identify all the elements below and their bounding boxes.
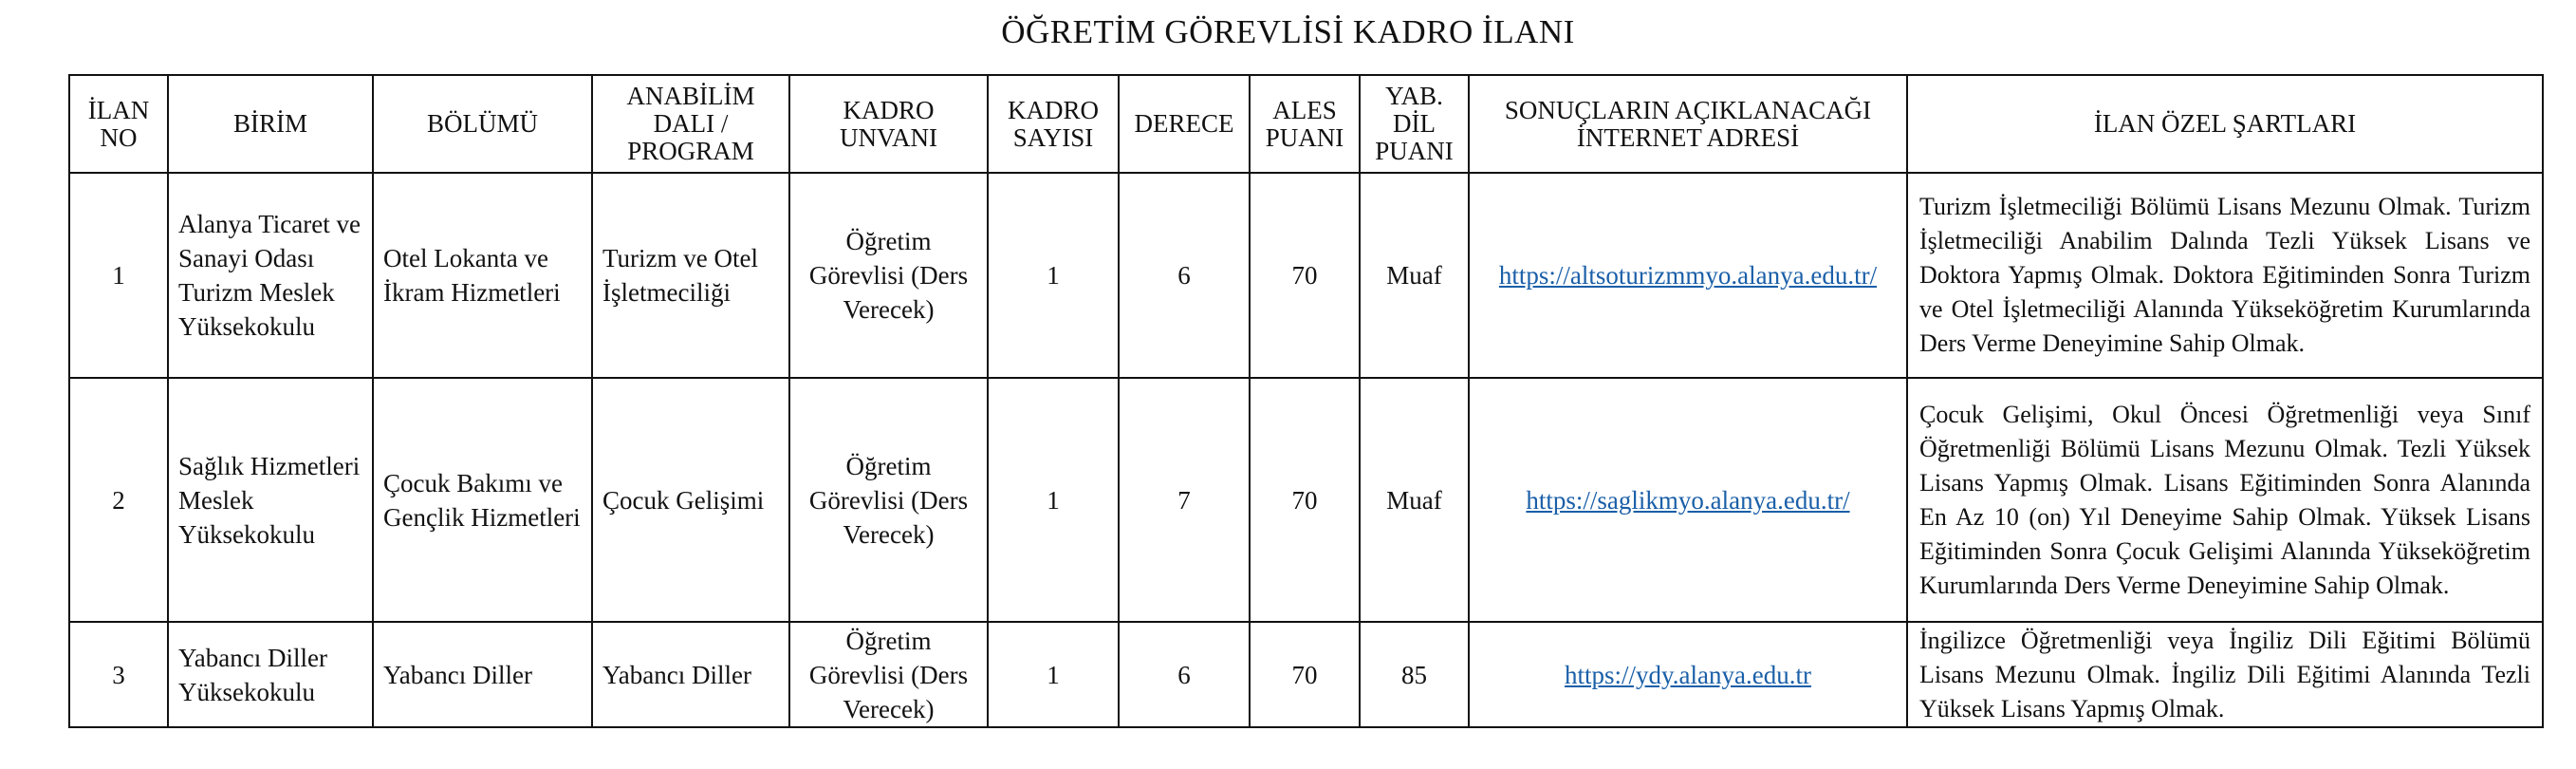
cell-anabilim: Çocuk Gelişimi [592,378,789,622]
table-header-row [69,75,2543,173]
cell-bolumu: Otel Lokanta ve İkram Hizmetleri [373,173,592,378]
cell-sartlar: Çocuk Gelişimi, Okul Öncesi Öğretmenliği veya Sınıf Öğretmenliği Bölümü Lisans Mezunu Olmak. Tezli Yüksek Lisans Yapmış Olmak. Lisans Eğitiminden Sonra Alanında En Az 10 (on) Yıl Deneyime Sahip Olmak. Yüksek Lisans Eğitiminden Sonra Çocuk Gelişimi Alanında Yükseköğretim Kurumlarında Ders Verme Deneyimine Sahip Olmak. [1907,378,2543,622]
cell-birim: Alanya Ticaret ve Sanayi Odası Turizm Meslek Yüksekokulu [168,173,373,378]
header-kadro-unvani: KADRO UNVANI [789,75,988,173]
header-kadro-sayisi: KADRO SAYISI [988,75,1119,173]
cell-ales: 70 [1250,173,1360,378]
cell-sartlar: Turizm İşletmeciliği Bölümü Lisans Mezunu Olmak. Turizm İşletmeciliği Anabilim Dalında Tezli Yüksek Lisans ve Doktora Yapmış Olmak. Doktora Eğitiminden Sonra Turizm ve Otel İşletmeciliği Alanında Yükseköğretim Kurumlarında Ders Verme Deneyimine Sahip Olmak. [1907,173,2543,378]
cell-kadro-unvani: Öğretim Görevlisi (Ders Verecek) [789,378,988,622]
cell-ales: 70 [1250,622,1360,727]
cell-yab-dil: Muaf [1360,173,1469,378]
cell-bolumu: Yabancı Diller [373,622,592,727]
cell-birim: Yabancı Diller Yüksekokulu [168,622,373,727]
cell-internet [1469,378,1907,622]
header-bolumu: BÖLÜMÜ [373,75,592,173]
cell-yab-dil: 85 [1360,622,1469,727]
cell-yab-dil: Muaf [1360,378,1469,622]
cell-kadro-sayisi: 1 [988,622,1119,727]
cell-internet [1469,173,1907,378]
table-row [69,622,2543,727]
cell-birim: Sağlık Hizmetleri Meslek Yüksekokulu [168,378,373,622]
header-ales: ALES PUANI [1250,75,1360,173]
results-link[interactable]: https://ydy.alanya.edu.tr [1565,660,1811,689]
cell-ilan-no: 1 [69,173,168,378]
cell-kadro-sayisi: 1 [988,173,1119,378]
header-yab-dil: YAB. DİL PUANI [1360,75,1469,173]
header-anabilim: ANABİLİM DALI / PROGRAM [592,75,789,173]
cell-derece: 7 [1119,378,1250,622]
table-row [69,173,2543,378]
header-sartlar: İLAN ÖZEL ŞARTLARI [1907,75,2543,173]
results-link[interactable]: https://altsoturizmmyo.alanya.edu.tr/ [1498,261,1878,290]
cell-kadro-unvani: Öğretim Görevlisi (Ders Verecek) [789,173,988,378]
page-title: ÖĞRETİM GÖREVLİSİ KADRO İLANI [1001,13,1575,50]
cell-ilan-no: 3 [69,622,168,727]
table-row [69,378,2543,622]
header-internet: SONUÇLARIN AÇIKLANACAĞI İNTERNET ADRESİ [1469,75,1907,173]
cell-kadro-sayisi: 1 [988,378,1119,622]
header-birim: BİRİM [168,75,373,173]
cell-ilan-no: 2 [69,378,168,622]
cell-sartlar: İngilizce Öğretmenliği veya İngiliz Dili Eğitimi Bölümü Lisans Mezunu Olmak. İngiliz Dili Eğitimi Alanında Tezli Yüksek Lisans Yapmış Olmak. [1907,622,2543,727]
cell-internet [1469,622,1907,727]
header-ilan-no: İLAN NO [69,75,168,173]
cell-bolumu: Çocuk Bakımı ve Gençlik Hizmetleri [373,378,592,622]
header-derece: DERECE [1119,75,1250,173]
announcement-table [68,74,2544,728]
cell-anabilim: Turizm ve Otel İşletmeciliği [592,173,789,378]
cell-derece: 6 [1119,622,1250,727]
cell-kadro-unvani: Öğretim Görevlisi (Ders Verecek) [789,622,988,727]
cell-anabilim: Yabancı Diller [592,622,789,727]
cell-ales: 70 [1250,378,1360,622]
cell-derece: 6 [1119,173,1250,378]
results-link[interactable]: https://saglikmyo.alanya.edu.tr/ [1526,485,1850,515]
